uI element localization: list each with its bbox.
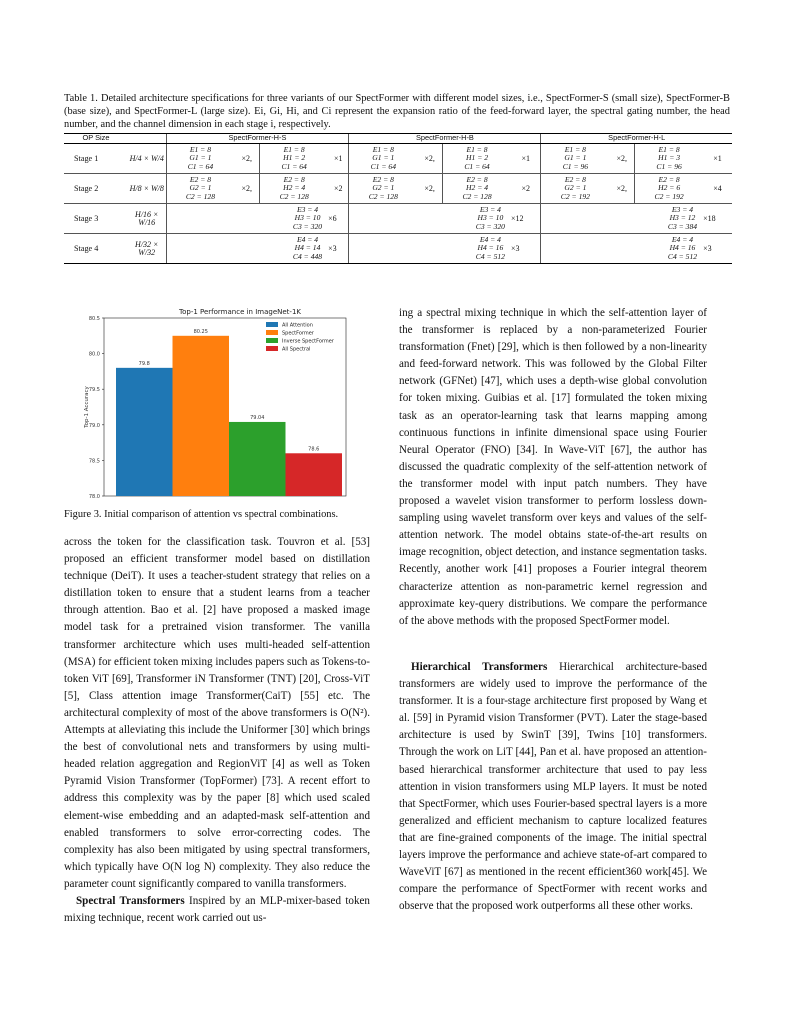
spectral-spec-line: C1 = 64 xyxy=(370,162,396,171)
attention-block xyxy=(349,234,511,264)
architecture-table xyxy=(64,133,732,264)
spectral-block xyxy=(349,174,417,204)
attention-spec-line: H3 = 10 xyxy=(294,213,321,223)
stage-size: H/4 × W/4 xyxy=(128,144,166,174)
attention-spec-line: H3 = 12 xyxy=(669,213,696,223)
left-paragraph-1: across the token for the classification task. Touvron et al. [53] proposed an efficient transformer model based on distillation technique (DeiT). It uses a teacher-student strategy that relies on a distillation token to ensure that a student learns from a teacher through attention. Bao et al. [2] have proposed a masked image model task for a pretrained vision transformer. The vanilla transformer architecture which uses multi-headed self-attention (MSA) for efficient token mixing includes papers such as Tokens-to-token ViT [69], Transformer iN Transformer (TNT) [20], Cross-ViT [5], Class attention image Transformer(CaiT) [55] etc. The architectural complexity of most of the above transformers is O(N²). Attempts at alleviating this include the Uniformer [30] which brings the best of convolutional nets and transformers by using multi-headed relation aggregation and RegionViT [4] as well as Token Pyramid Vision Transformer (TopFormer) [73]. A recent effort to address this complexity was by the paper [8] which used scaled element-wise embedding and an adapted-mask self-attention and enabled transformers to solve error-correcting codes. The complexity has also been mitigated by using spectral transformers, which typically have O(N log N) complexity. They also reduce the parameter count significantly compared to vanilla transformers. xyxy=(64,536,370,890)
attention-spec-line: C1 = 96 xyxy=(656,162,682,171)
attention-spec-line: C2 = 128 xyxy=(462,192,492,201)
spectral-spec-line: C1 = 64 xyxy=(187,162,214,171)
attention-spec-line: C2 = 128 xyxy=(279,192,309,201)
spectral-spec xyxy=(561,176,590,202)
attention-block xyxy=(541,204,703,234)
attention-spec-line: E4 = 4 xyxy=(671,234,694,244)
attention-spec xyxy=(293,236,322,262)
attention-repeat: ×1 xyxy=(511,144,541,174)
spectral-spec xyxy=(563,146,588,172)
spectral-repeat: ×2, xyxy=(234,174,259,204)
spectral-spec-line: G2 = 1 xyxy=(189,183,212,193)
spectral-spec-line: G2 = 1 xyxy=(372,183,395,193)
header-small: SpectFormer-H-S xyxy=(166,134,349,144)
y-tick-label: 78.5 xyxy=(88,458,100,465)
left-paragraph-2: Inspired by an MLP-mixer-based token mixing technique, recent work carried out us- xyxy=(64,894,370,925)
stage-label: Stage 2 xyxy=(64,174,128,204)
attention-block xyxy=(541,234,703,264)
attention-repeat: ×1 xyxy=(328,144,349,174)
spectral-spec xyxy=(188,146,213,172)
header-size-spacer xyxy=(128,134,166,144)
spectral-spec-line: E1 = 8 xyxy=(372,144,394,154)
attention-spec-line: H3 = 10 xyxy=(477,213,504,223)
left-column xyxy=(64,534,370,927)
stage-size: H/32 × W/32 xyxy=(128,234,166,264)
table-row xyxy=(64,204,732,234)
attention-spec-line: E3 = 4 xyxy=(296,204,319,214)
attention-spec xyxy=(280,176,309,202)
spectral-spec xyxy=(371,146,396,172)
attention-spec-line: E2 = 8 xyxy=(466,174,488,184)
attention-block xyxy=(443,174,511,204)
attention-spec-line: H2 = 6 xyxy=(658,183,681,193)
legend-label: Inverse SpectFormer xyxy=(282,338,334,345)
bar-value-label: 79.8 xyxy=(138,360,150,367)
attention-block xyxy=(443,144,511,174)
bar-all-spectral xyxy=(286,453,343,496)
legend-swatch xyxy=(266,322,278,327)
attention-repeat: ×3 xyxy=(328,234,349,264)
header-base: SpectFormer-H-B xyxy=(349,134,541,144)
attention-spec xyxy=(668,236,697,262)
attention-spec xyxy=(655,176,684,202)
y-tick-label: 79.0 xyxy=(88,422,100,429)
spectral-spec xyxy=(186,176,215,202)
hierarchical-heading: Hierarchical Transformers xyxy=(411,661,548,673)
stage-size: H/8 × W/8 xyxy=(128,174,166,204)
attention-spec-line: H1 = 2 xyxy=(283,153,306,163)
spectral-spec xyxy=(369,176,398,202)
attention-repeat: ×3 xyxy=(511,234,541,264)
attention-spec-line: E1 = 8 xyxy=(658,144,680,154)
attention-block xyxy=(260,174,328,204)
attention-spec xyxy=(281,146,306,172)
spectral-spec-line: E1 = 8 xyxy=(189,144,211,154)
spectral-spec-line: G1 = 1 xyxy=(372,153,395,163)
attention-spec-line: C1 = 64 xyxy=(281,162,307,171)
attention-spec-line: E1 = 8 xyxy=(283,144,305,154)
attention-spec xyxy=(293,206,322,232)
stage-label: Stage 1 xyxy=(64,144,128,174)
attention-spec-line: H2 = 4 xyxy=(466,183,489,193)
spectral-spec-line: E2 = 8 xyxy=(372,174,394,184)
attention-spec-line: C3 = 384 xyxy=(667,222,698,231)
spectral-repeat: ×2, xyxy=(417,174,442,204)
attention-spec-line: E4 = 4 xyxy=(296,234,319,244)
attention-spec-line: C4 = 448 xyxy=(292,252,323,261)
y-tick-label: 78.0 xyxy=(88,494,100,500)
attention-spec xyxy=(656,146,681,172)
table-caption: Table 1. Detailed architecture specifications for three variants of our SpectFormer with different model sizes, i.e., SpectFormer-S (small size), SpectFormer-B (base size), and SpectFormer-L (large size). Ei, Gi, Hi, and Ci represent the expansion ratio of the feed-forward layer, the spectral gating number, the head number, and the channel dimension in each stage i, respectively. xyxy=(64,93,730,130)
spectral-block xyxy=(541,174,609,204)
attention-spec-line: E3 = 4 xyxy=(479,204,501,214)
right-column-top xyxy=(399,305,707,630)
legend-swatch xyxy=(266,330,278,335)
header-large: SpectFormer-H-L xyxy=(541,134,732,144)
attention-spec xyxy=(476,236,505,262)
stage-label: Stage 4 xyxy=(64,234,128,264)
attention-spec-line: C3 = 320 xyxy=(292,222,323,231)
attention-spec xyxy=(668,206,697,232)
attention-spec-line: H4 = 14 xyxy=(294,243,321,253)
attention-spec-line: E1 = 8 xyxy=(466,144,488,154)
y-tick-label: 80.5 xyxy=(88,316,100,322)
attention-spec-line: E3 = 4 xyxy=(671,204,694,214)
attention-block xyxy=(260,144,328,174)
table-row xyxy=(64,174,732,204)
spectral-block xyxy=(166,174,234,204)
spectral-spec-line: C2 = 128 xyxy=(368,192,398,201)
attention-block xyxy=(166,204,328,234)
bar-spectformer xyxy=(173,336,230,496)
accuracy-chart xyxy=(80,300,380,505)
attention-block xyxy=(635,144,703,174)
table-row xyxy=(64,144,732,174)
attention-spec-line: C4 = 512 xyxy=(667,252,698,261)
bar-value-label: 79.04 xyxy=(250,414,265,421)
attention-block xyxy=(349,204,511,234)
y-tick-label: 80.0 xyxy=(88,351,100,358)
attention-repeat: ×6 xyxy=(328,204,349,234)
attention-block xyxy=(635,174,703,204)
attention-repeat: ×4 xyxy=(703,174,732,204)
attention-spec-line: H2 = 4 xyxy=(283,183,306,193)
attention-spec-line: H4 = 16 xyxy=(477,243,504,253)
legend-swatch xyxy=(266,346,278,351)
bar-value-label: 78.6 xyxy=(308,446,320,453)
stage-label: Stage 3 xyxy=(64,204,128,234)
attention-spec-line: E2 = 8 xyxy=(283,174,305,184)
attention-spec-line: C1 = 64 xyxy=(464,162,490,171)
attention-spec xyxy=(462,176,491,202)
spectral-spec-line: E2 = 8 xyxy=(564,174,586,184)
stage-size: H/16 × W/16 xyxy=(128,204,166,234)
bar-all-attention xyxy=(116,368,173,496)
attention-spec-line: H4 = 16 xyxy=(669,243,696,253)
spectral-repeat: ×2, xyxy=(417,144,442,174)
right-paragraph-2: Hierarchical architecture-based transformers are widely used to improve the performance of the transformer. It is a four-stage architecture first proposed by Wang et al. [59] in Pyramid vision Transformer (PVT). Later the stage-based architecture is used by SwinT [39], Twins [10] transformers. Through the work on LiT [44], Pan et al. have proposed an attention-based hierarchical transformer architecture that used to pay less attention in vision transformers using MLP layers. It must be noted that SpectFormer, which uses Fourier-based spectral layers is a more generalized and efficient mechanism to capture localized features that are fine-grained components of the image. The initial spectral layers improve the performance and achieve state-of-art compared to WaveViT [67] as mentioned in the recent efficient360 work[45]. We compare the performance of SpectFormer with recent works and observe that the proposed work outperforms all these other works. xyxy=(399,661,707,913)
chart-title: Top-1 Performance in ImageNet-1K xyxy=(179,308,301,316)
spectral-spec-line: G1 = 1 xyxy=(564,153,587,163)
attention-repeat: ×2 xyxy=(328,174,349,204)
attention-spec-line: C2 = 192 xyxy=(654,192,684,201)
attention-spec-line: E2 = 8 xyxy=(658,174,680,184)
attention-spec-line: H1 = 2 xyxy=(466,153,489,163)
bar-value-label: 80.25 xyxy=(193,328,208,335)
attention-spec-line: H1 = 3 xyxy=(658,153,681,163)
header-op: OP Size xyxy=(64,134,128,144)
spectral-spec-line: C2 = 128 xyxy=(185,192,216,201)
attention-spec-line: E4 = 4 xyxy=(479,234,501,244)
spectral-repeat: ×2, xyxy=(609,144,634,174)
spectral-block xyxy=(166,144,234,174)
legend-label: All Spectral xyxy=(282,346,311,353)
y-tick-label: 79.5 xyxy=(88,387,100,394)
attention-repeat: ×12 xyxy=(511,204,541,234)
spectral-spec-line: G1 = 1 xyxy=(189,153,212,163)
attention-repeat: ×2 xyxy=(511,174,541,204)
bar-inverse-spectformer xyxy=(229,422,286,496)
figure-caption: Figure 3. Initial comparison of attention vs spectral combinations. xyxy=(64,509,339,520)
spectral-spec-line: C2 = 192 xyxy=(560,192,590,201)
attention-spec-line: C3 = 320 xyxy=(475,222,505,231)
table-header-row xyxy=(64,134,732,144)
spectral-block xyxy=(349,144,417,174)
y-axis-label: Top-1 Accuracy xyxy=(84,386,90,428)
legend-swatch xyxy=(266,338,278,343)
table-row xyxy=(64,234,732,264)
attention-spec xyxy=(464,146,489,172)
spectral-repeat: ×2, xyxy=(234,144,259,174)
spectral-spec-line: C1 = 96 xyxy=(562,162,589,171)
right-column-bottom xyxy=(399,659,707,915)
attention-repeat: ×1 xyxy=(703,144,732,174)
spectral-heading: Spectral Transformers xyxy=(76,894,185,907)
spectral-repeat: ×2, xyxy=(609,174,634,204)
attention-spec xyxy=(476,206,505,232)
spectral-spec-line: E1 = 8 xyxy=(564,144,586,154)
legend-label: All Attention xyxy=(282,322,313,329)
attention-repeat: ×18 xyxy=(703,204,732,234)
right-paragraph-1: ing a spectral mixing technique in which the self-attention layer of the transformer is replaced by a non-parameterized Fourier transformation (Fnet) [29], which is then followed by a non-linearity and feed-forward network. This was followed by the Global Filter network (GFNet) [47], which uses a depth-wise global convolution for token mixing. Guibias et al. [17] formulated the token mixing task as an operator-learning task that learns mapping among continuous functions in infinite dimensional space using Fourier Neural Operator (FNO) [34]. In Wave-ViT [67], the author has discussed the quadratic complexity of the self-attention network of the transformer model with input patch numbers. They have proposed a wavelet vision transformer to perform lossless down-sampling using wavelet transform over keys and values of the self-attention network. The model obtains state-of-the-art results on image recognition, object detection, and instance segmentation tasks. Recently, another work [41] proposes a Fourier integral theorem characterize attention as non-parametric kernel regression and approximate key-query distributions. We compare the performance of the above methods with the proposed SpectFormer model. xyxy=(399,307,707,627)
spectral-block xyxy=(541,144,609,174)
attention-spec-line: C4 = 512 xyxy=(475,252,505,261)
spectral-spec-line: G2 = 1 xyxy=(564,183,587,193)
legend-label: SpectFormer xyxy=(282,330,314,337)
attention-repeat: ×3 xyxy=(703,234,732,264)
spectral-spec-line: E2 = 8 xyxy=(189,174,212,184)
attention-block xyxy=(166,234,328,264)
